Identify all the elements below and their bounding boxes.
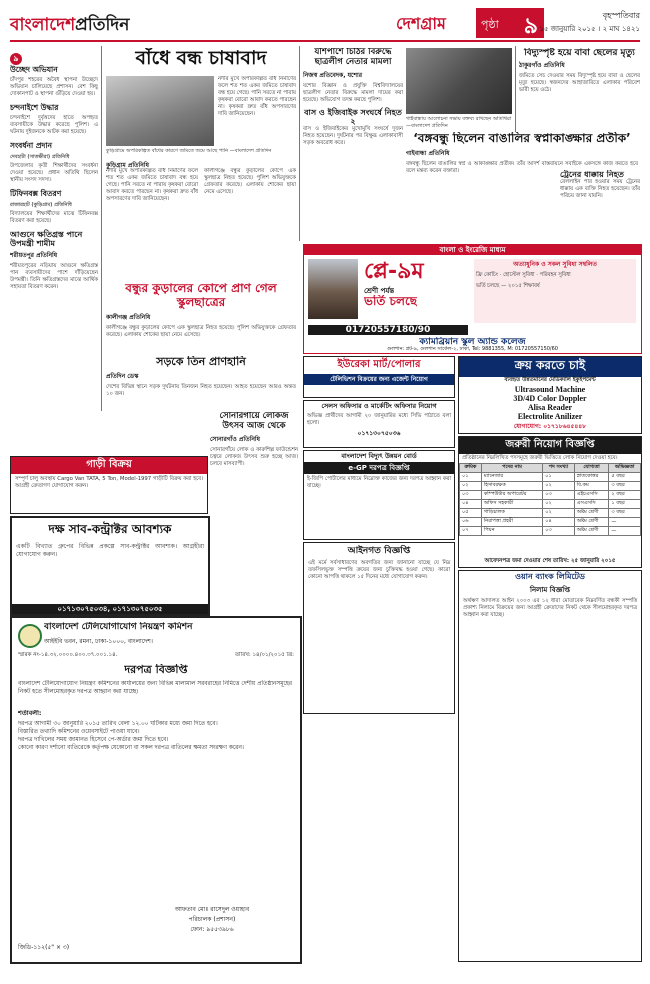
positions-body	[460, 473, 641, 536]
table-cell: হিসাবরক্ষক	[481, 482, 542, 491]
brand-logo[interactable]	[10, 12, 129, 40]
telecom-title: দরপত্র বিজ্ঞপ্তি	[124, 664, 188, 676]
bank-notice[interactable]	[458, 570, 642, 962]
table-row	[460, 518, 641, 527]
table-cell: অষ্টম শ্রেণী	[574, 518, 609, 527]
school-name: ক্যামব্রিয়ান স্কুল অ্যান্ড কলেজ	[419, 337, 526, 347]
table-cell: —	[609, 527, 641, 536]
ultrasound-line-2: 3D/4D Color Doppler	[513, 394, 587, 403]
table-cell: —	[609, 518, 641, 527]
telecom-terms-title: শর্তাবলী:	[18, 710, 42, 717]
briefs-icon: ৯	[10, 46, 98, 65]
table-cell: ০১	[460, 473, 482, 482]
brief-text: চন্দনাইশে দুর্বৃত্তদের হাতে অপহৃত ব্যবসায়ীকে উদ্ধার করেছে পুলিশ। এ ঘটনায় দুইজনকে আটক করা হয়েছে।	[10, 115, 98, 135]
brief-title: চন্দনাইশে উদ্ধার	[10, 103, 59, 112]
attack-headline: আগুনে ক্ষতিগ্রস্ত পানে উপমন্ত্রী শামীম	[10, 230, 83, 249]
telecom-org: বাংলাদেশ টেলিযোগাযোগ নিয়ন্ত্রণ কমিশন	[44, 622, 193, 632]
brief-title: টিফিনবক্স বিতরণ	[10, 189, 62, 198]
attack-text: শরীয়তপুরের নড়িয়ায় আগুনে ক্ষতিগ্রস্ত পান ব্যবসায়ীদের পাশে দাঁড়িয়েছেন উপমন্ত্রী। তিনি ক্ষতিগ্রস্তদের মাঝে আর্থিক সহায়তা বিতরণ করেন।	[10, 263, 98, 291]
term-item: কোনো কারণ দর্শানো ব্যতিরেকে কর্তৃপক্ষ যেকোনো বা সকল দরপত্র বাতিলের ক্ষমতা সংরক্ষণ করেন।	[18, 745, 244, 751]
table-cell: এসএসসি	[574, 500, 609, 509]
brief-title: সংবর্ধনা প্রদান	[10, 141, 53, 150]
school-right-band: অত্যাধুনিক ও সকল সুবিধা সম্বলিত	[513, 261, 597, 268]
telecom-intro: বাংলাদেশ টেলিযোগাযোগ নিয়ন্ত্রণ কমিশনের কার্যালয়ের জন্য বিভিন্ন মালামাল সরবরাহের নিমিত্তে দেশীয় প্রতিষ্ঠানসমূহের নিকট হতে সীলমোহরকৃত দরপত্র আহ্বান করা যাচ্ছে।	[18, 681, 292, 695]
contractor-phone: ০১৭১৩০৭৫০৩৪, ০১৭১৩০৭৫০৩৫	[12, 604, 208, 614]
brief-item	[10, 103, 98, 136]
table-cell: ৩ বছর	[609, 482, 641, 491]
urgent-text: প্রতিষ্ঠানের নিম্নলিখিত পদসমূহে জরুরী ভিত্তিতে লোক নিয়োগ দেওয়া হবে।	[462, 455, 618, 461]
legal-notice[interactable]	[303, 542, 455, 714]
student-text: যশোর বিজ্ঞান ও প্রযুক্তি বিশ্ববিদ্যালয়ের ছাত্রলীগ নেতার বিরুদ্ধে মামলা দায়ের করা হয়েছে। অভিযোগ তদন্ত করছে পুলিশ।	[303, 82, 403, 103]
urgent-footer: আবেদনপত্র জমা দেওয়ার শেষ তারিখ: ২৫ জানুয়ারি ২০১৫	[484, 558, 616, 564]
sonargaon-headline: সোনারগাঁয়ে লোকজ উৎসব আজ থেকে	[219, 412, 289, 431]
table-cell: ০২	[460, 482, 482, 491]
electro-story	[519, 48, 640, 132]
main-photo	[106, 76, 214, 146]
table-row	[460, 482, 641, 491]
brief-text: চাঁদপুর শহরের অবৈধ স্থাপনা উচ্ছেদে অভিযান চালিয়েছে প্রশাসন। বেশ কিছু দোকানপাট ও স্থাপনা গুঁড়িয়ে দেওয়া হয়।	[10, 77, 98, 97]
telecom-ref: জিডি-১১২(৫" × ৩)	[18, 944, 70, 951]
page-word: পৃষ্ঠা	[481, 18, 499, 31]
school-promo: প্লে-৯ম	[364, 259, 424, 284]
page-number-badge	[476, 8, 544, 38]
telecom-tender[interactable]	[10, 616, 302, 964]
column-divider	[299, 46, 300, 241]
table-cell: অষ্টম শ্রেণী	[574, 509, 609, 518]
brief-item	[10, 141, 98, 184]
tv-title: ইউরেকা মার্ট/পোলার	[337, 359, 421, 370]
quote-dateline: গাইবান্ধা প্রতিনিধি	[406, 149, 450, 157]
table-cell: এইচএসসি	[574, 491, 609, 500]
road-headline: সড়কে তিন প্রাণহানি	[156, 356, 246, 368]
brief-subtitle: দেবহাটা (সাতক্ষীরা) প্রতিনিধি	[10, 154, 70, 160]
table-cell: কম্পিউটার অপারেটর	[481, 491, 542, 500]
main-story-text-right: নদীর মুখে অপরিকল্পিত বাঁধ নির্মাণের ফলে শত শত একর জমিতে চাষাবাদ বন্ধ হয়ে গেছে। পানি সরতে না পারায় কৃষকরা বোরো আবাদ করতে পারছেন না। কৃষকরা দ্রুত বাঁধ অপসারণের দাবি জানিয়েছেন।	[218, 76, 296, 117]
tv-band: টেলিভিশন বিক্রয়ের জন্য এজেন্ট নিয়োগ	[304, 374, 454, 385]
telecom-signer-title: পরিচালক (প্রশাসন)	[188, 916, 236, 923]
telecom-memo: স্মারক নং-১৪.৩২.০০০০.৪০০.৩৭.০০১.১৪.	[18, 652, 118, 658]
school-right-panel	[474, 259, 636, 323]
bus-text: বাস ও ইজিবাইকের মুখোমুখি সংঘর্ষে দুজন নিহত হয়েছেন। দুর্ঘটনার পর বিক্ষুব্ধ এলাকাবাসী সড়ক অবরোধ করে।	[303, 125, 403, 146]
table-cell: ০৩	[543, 527, 575, 536]
sonargaon-dateline: সোনারগাঁও প্রতিনিধি	[210, 435, 261, 443]
main-dateline: কুড়িগ্রাম প্রতিনিধি	[106, 162, 149, 169]
sonargaon-text: সোনারগাঁয়ে লোক ও কারুশিল্প ফাউন্ডেশন চত্বরে লোকজ উৎসব শুরু হচ্ছে আজ। চলবে মাসব্যাপী।	[210, 446, 298, 467]
col-post: পদের নাম	[481, 464, 542, 473]
legal-text: এই মর্মে সর্বসাধারণের অবগতির জন্য জানানো যাচ্ছে যে নিম্ন তফসিলভুক্ত সম্পত্তি ক্রয়ের জন্য চুক্তিবদ্ধ হওয়া গেছে। কারো কোনো আপত্তি থাকলে ১৫ দিনের মধ্যে যোগাযোগ করুন।	[308, 560, 450, 580]
rally-photo	[406, 48, 512, 114]
table-row	[460, 509, 641, 518]
road-story	[106, 356, 296, 412]
table-cell: ০৩	[460, 491, 482, 500]
train-story	[560, 170, 640, 240]
table-cell: ৩ বছর	[609, 509, 641, 518]
telecom-signer-phone: ফোন: ৯৫৫৩৯৮৬	[190, 926, 234, 933]
masthead	[10, 4, 640, 44]
electro-text: জমিতে সেচ দেওয়ার সময় বিদ্যুস্পৃষ্ট হয়ে বাবা ও ছেলের মৃত্যু হয়েছে। স্বজনদের আহাজারিতে এলাকার পরিবেশ ভারী হয়ে ওঠে।	[519, 73, 640, 94]
table-cell: ০৪	[460, 500, 482, 509]
table-cell: ১ বছর	[609, 500, 641, 509]
student-headline: যশিপাশে চিঠির বিরুদ্ধে ছাত্রলীগ নেতার মামলা	[314, 48, 392, 67]
table-cell: ০৫	[460, 509, 482, 518]
ultrasound-line-1: Ultrasound Machine	[514, 385, 586, 394]
urgent-title: জরুরী নিয়োগ বিজ্ঞপ্তি	[459, 437, 641, 454]
main-story-text: নদীর মুখে অপরিকল্পিত বাঁধ নির্মাণের ফলে শত শত একর জমিতে চাষাবাদ বন্ধ হয়ে গেছে। পানি সরতে না পারায় কৃষকরা বোরো আবাদ করতে পারছেন না। কৃষকরা দ্রুত বাঁধ অপসারণের দাবি জানিয়েছেন।	[106, 168, 198, 202]
rally-caption: গাইবান্ধায় আলোচনা সভায় বক্তব্য রাখছেন অতিথিরা —বাংলাদেশ প্রতিদিন	[406, 116, 512, 129]
sonargaon-story	[210, 412, 298, 608]
table-cell: বি.কম	[574, 482, 609, 491]
vehicle-ad[interactable]	[10, 456, 208, 514]
table-row	[460, 527, 641, 536]
legal-title: আইনগত বিজ্ঞপ্তি	[347, 546, 411, 556]
brief-title: উচ্ছেদ অভিযান	[10, 65, 58, 74]
road-dateline: প্রতিদিন ডেস্ক	[106, 372, 139, 380]
telecom-memo-date: তারিখ: ১৪/০১/২০১৫ খ্রি:	[234, 652, 294, 658]
main-photo-caption: কুড়িগ্রামে অপরিকল্পিত বাঁধের কারণে জমিতে জমে আছে পানি —বাংলাদেশ প্রতিদিন	[106, 148, 272, 154]
table-cell: গাড়িচালক	[481, 509, 542, 518]
positions-table	[459, 463, 641, 536]
table-cell: ৫ বছর	[609, 473, 641, 482]
table-cell: ০৭	[460, 527, 482, 536]
school-ad-band: বাংলা ও ইংরেজি মাধ্যম	[304, 245, 641, 255]
table-cell: স্নাতকোত্তর	[574, 473, 609, 482]
main-story-text-2: কালীগঞ্জে বন্ধুর কুড়ালের কোপে এক স্কুলছাত্র নিহত হয়েছে। পুলিশ অভিযুক্তকে গ্রেফতার করেছে। এলাকায় শোকের ছায়া নেমে এসেছে।	[204, 168, 296, 195]
school-address: গুলশান: প্লট-৯, গুলশান সার্কেল-২, ঢাকা, Tel: 9881355, M: 01720557150/60	[387, 346, 558, 352]
table-row	[460, 491, 641, 500]
school-promo-sub: শ্রেণী পর্যন্ত	[364, 287, 395, 295]
power-org: বাংলাদেশ বিদ্যুৎ উন্নয়ন বোর্ড	[341, 452, 417, 460]
table-cell: ০২	[543, 509, 575, 518]
ultrasound-line-4: Electrolite Anilizer	[517, 412, 583, 421]
bank-text: অর্থঋণ আদালত আইন ২০০৩ এর ১২ ধারা মোতাবেক নিম্নবর্ণিত বন্ধকী সম্পত্তি প্রকাশ্য নিলামে বিক্রয়ের জন্য আগ্রহী ক্রেতাদের নিকট থেকে সীলমোহরকৃত দরপত্র আহ্বান করা যাচ্ছে।	[463, 598, 637, 618]
hiring-phone: ০১৭১৩০৭৫০৩৬	[357, 430, 401, 437]
brief-text: বিদ্যালয়ের শিক্ষার্থীদের মাঝে টিফিনবক্স বিতরণ করা হয়েছে।	[10, 211, 98, 224]
term-item: বিস্তারিত তথ্যাদি কমিশনের ওয়েবসাইটে পাওয়া যাবে।	[18, 729, 140, 735]
btrc-logo	[18, 624, 42, 648]
main-story	[106, 48, 296, 278]
day-label: বৃহস্পতিবার	[602, 11, 640, 20]
train-text: রেললাইন পার হওয়ার সময় ট্রেনের ধাক্কায় এক ব্যক্তি নিহত হয়েছেন। তাঁর পরিচয় জানা যায়নি।	[560, 179, 640, 200]
vehicle-ad-text: সম্পূর্ণ চালু অবস্থায় Cargo Van TATA, 5 Ton, Model-1997 গাড়ীটি বিক্রয় করা হবে। আগ্রহী ক্রেতাগণ যোগাযোগ করুন।	[15, 476, 203, 489]
telecom-terms	[18, 720, 292, 870]
school-sub: ভর্তি চলছে — ২০১৫ শিক্ষাবর্ষ	[476, 283, 540, 289]
student-dateline: নিজস্ব প্রতিবেদক, যশোর	[303, 71, 363, 79]
table-row	[460, 500, 641, 509]
col-serial: ক্রমিক	[460, 464, 482, 473]
school-offer: ফ্রি কোচিং · হোস্টেল সুবিধা · পরিবহন সুবিধা	[476, 272, 571, 278]
power-title: e-GP দরপত্র বিজ্ঞপ্তি	[304, 462, 454, 474]
ultrasound-ad[interactable]	[458, 356, 642, 434]
table-cell: ০২	[543, 500, 575, 509]
electro-headline: বিদ্যুস্পৃষ্ট হয়ে বাবা ছেলের মৃত্যু	[524, 48, 635, 58]
issue-date: ১৫ জানুয়ারি ২০১৫ । ২ মাঘ ১৪২১	[539, 25, 640, 33]
contractor-ad[interactable]	[10, 516, 210, 616]
hiring-text: অভিজ্ঞ প্রার্থীদের আগামী ২০ জানুয়ারির মধ্যে সিভি পাঠাতে বলা হলো।	[307, 413, 451, 426]
col-count: পদ সংখ্যা	[543, 464, 575, 473]
left-briefs-column	[10, 46, 98, 411]
hiring-ad[interactable]	[303, 400, 455, 448]
col-qualification: যোগ্যতা	[574, 464, 609, 473]
axe-text: কালীগঞ্জে বন্ধুর কুড়ালের কোপে এক স্কুলছাত্র নিহত হয়েছে। পুলিশ অভিযুক্তকে গ্রেফতার করেছে। এলাকায় শোকের ছায়া নেমে এসেছে।	[106, 324, 296, 338]
axe-dateline: কালীগঞ্জ প্রতিনিধি	[106, 313, 151, 321]
brief-item	[10, 65, 98, 98]
telecom-address: আইইবি ভবন, রমনা, ঢাকা-১০০০, বাংলাদেশ।	[44, 638, 153, 645]
table-cell: অফিস সহকারী	[481, 500, 542, 509]
contractor-text: একটি বিখ্যাত গ্রুপের বিভিন্ন প্রকল্পে সাব-কন্ট্রাক্টর আবশ্যক। আগ্রহীরা যোগাযোগ করুন।	[16, 543, 204, 558]
main-headline: বাঁধে বন্ধ চাষাবাদ	[135, 48, 267, 69]
table-cell: ০৪	[543, 518, 575, 527]
page-number: ৯	[523, 14, 538, 39]
bus-headline: বাস ও ইজিবাইক সংঘর্ষে নিহত ২	[304, 107, 402, 126]
urgent-hiring-ad[interactable]	[458, 436, 642, 568]
ultrasound-title: ক্রয় করতে চাই	[459, 357, 641, 377]
student-photo	[308, 259, 358, 319]
table-cell: নিরাপত্তা প্রহরী	[481, 518, 542, 527]
bank-title: ওয়ান ব্যাংক লিমিটেড	[515, 572, 585, 581]
power-text: ই-জিপি পোর্টালের মাধ্যমে নিম্নোক্ত কাজের জন্য দরপত্র আহ্বান করা যাচ্ছে।	[307, 476, 451, 489]
brief-item	[10, 189, 98, 225]
tv-ad[interactable]	[303, 356, 455, 398]
table-cell: ০৩	[543, 491, 575, 500]
electro-dateline: ঠাকুরগাঁও প্রতিনিধি	[519, 62, 565, 70]
table-cell: ০১	[543, 473, 575, 482]
table-cell: ০৬	[460, 518, 482, 527]
brand-part-2: প্রতিদিন	[75, 15, 130, 35]
school-ad[interactable]	[303, 244, 642, 354]
section-title: দেশগ্রাম	[396, 14, 446, 33]
attack-dateline: শরীয়তপুর প্রতিনিধি	[10, 252, 58, 260]
telecom-signer: আফতাব মোঃ রাসেদুল ওয়াহাব	[174, 906, 250, 913]
axe-headline: বন্ধুর কুড়ালের কোপে প্রাণ গেল স্কুলছাত্রের	[125, 282, 277, 309]
bank-sub: নিলাম বিজ্ঞপ্তি	[529, 586, 571, 594]
hiring-title: সেলস অফিসার ও মার্কেটিং অফিসার নিয়োগ	[321, 402, 437, 410]
table-cell: পিয়ন	[481, 527, 542, 536]
masthead-rule	[10, 40, 640, 42]
quote-text: বঙ্গবন্ধু ছিলেন বাঙালির স্বপ্ন ও আকাঙ্ক্ষার প্রতীক। তাঁর আদর্শ বাস্তবায়নে সবাইকে একসঙ্গে কাজ করতে হবে বলে মন্তব্য করেন বক্তারা।	[406, 160, 638, 174]
table-cell: ০২	[543, 482, 575, 491]
term-item: দরপত্র আগামী ৩০ জানুয়ারি ২০১৫ তারিখ বেলা ১২.০০ ঘটিকার মধ্যে জমা দিতে হবে।	[18, 721, 218, 727]
column-divider	[101, 46, 102, 411]
column-divider	[515, 46, 516, 132]
table-header-row	[460, 464, 641, 473]
brand-part-1: বাংলাদেশ	[10, 15, 76, 35]
col-experience: অভিজ্ঞতা	[609, 464, 641, 473]
contractor-title: দক্ষ সাব-কন্ট্রাক্টর আবশ্যক	[48, 522, 172, 536]
ultrasound-phone: যোগাযোগ: ০১৭১৮৬৪৫৪৪৮	[513, 423, 587, 430]
vehicle-ad-title: গাড়ী বিক্রয়	[11, 457, 207, 474]
ultrasound-line-3: Alisa Reader	[527, 403, 573, 412]
table-row	[460, 473, 641, 482]
table-cell: ম্যানেজার	[481, 473, 542, 482]
student-story	[303, 48, 403, 240]
school-phone: 01720557180/90	[308, 325, 468, 335]
brief-text: উপজেলার কৃতী শিক্ষার্থীদের সংবর্ধনা দেওয়া হয়েছে। প্রধান অতিথি ছিলেন স্থানীয় সংসদ সদস্য।	[10, 163, 98, 183]
table-cell: অষ্টম শ্রেণী	[574, 527, 609, 536]
school-admission: ভর্তি চলছে	[364, 295, 418, 308]
term-item: দরপত্র দাখিলের সময় জামানত হিসেবে পে-অর্ডার জমা দিতে হবে।	[18, 737, 169, 743]
train-headline: ট্রেনের ধাক্কায় নিহত	[560, 170, 624, 179]
road-text: দেশের বিভিন্ন স্থানে সড়ক দুর্ঘটনায় তিনজন নিহত হয়েছেন। আহত হয়েছেন আরও অন্তত ১০ জন।	[106, 383, 296, 397]
quote-headline: ‘বঙ্গবন্ধু ছিলেন বাঙালির স্বপ্নাকাঙ্ক্ষার প্রতীক’	[413, 132, 631, 145]
table-cell: ২ বছর	[609, 491, 641, 500]
power-board-ad[interactable]	[303, 450, 455, 540]
axe-story	[106, 282, 296, 352]
ultrasound-sub: ব্যবহৃত উন্নতমানের মেডিক্যাল ইকুইপমেন্ট	[504, 377, 596, 383]
brief-subtitle: রাজারহাট (কুড়িগ্রাম) প্রতিনিধি	[10, 202, 72, 208]
